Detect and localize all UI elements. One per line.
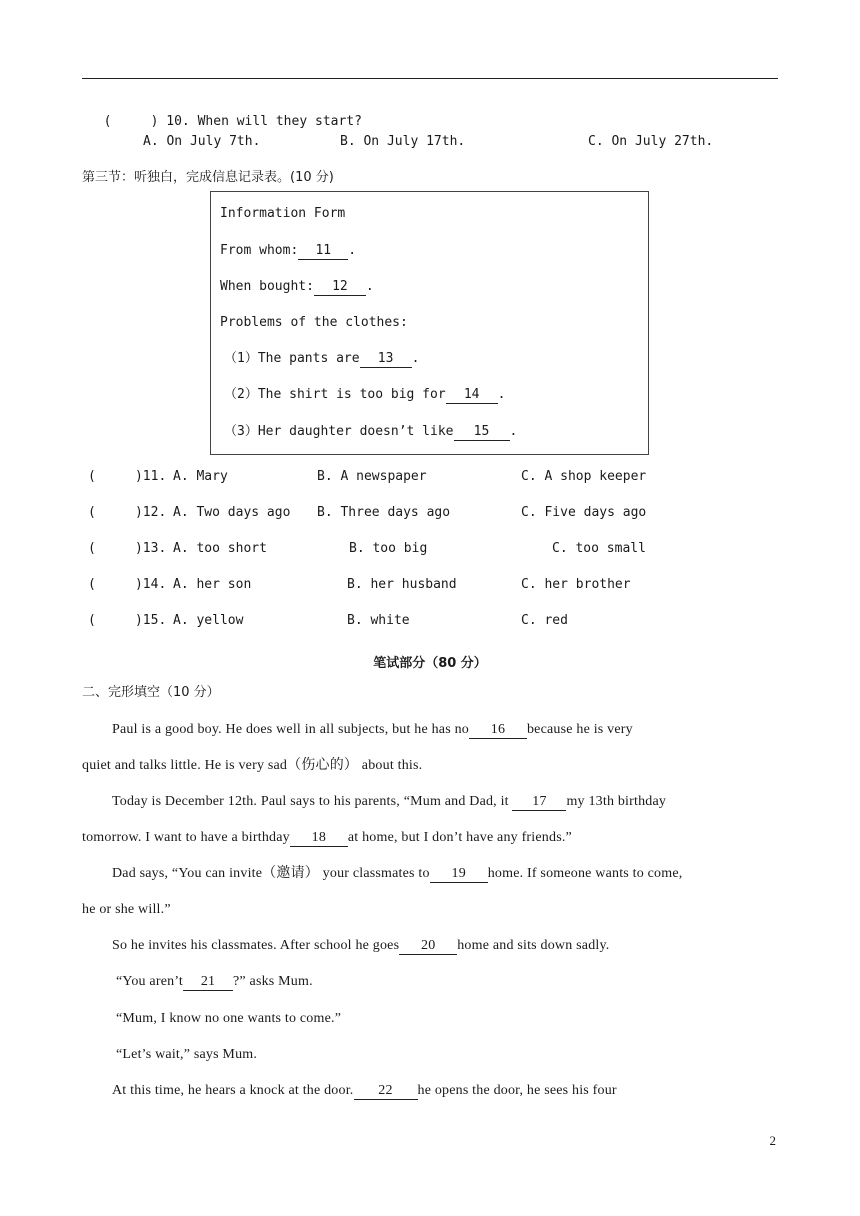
- answer-paren: ( ): [88, 613, 143, 628]
- passage-text: home and sits down sadly.: [457, 938, 610, 953]
- blank-11: 11: [298, 243, 348, 260]
- q10-option-c: C. On July 27th.: [588, 134, 714, 149]
- passage-text: “You aren’t: [116, 974, 184, 989]
- option-row: [88, 469, 166, 485]
- answer-paren: ( ): [103, 114, 159, 129]
- passage-line: [112, 938, 609, 955]
- question-stem: 10. When will they start?: [166, 114, 362, 129]
- blank-12: 12: [314, 279, 366, 296]
- form-when-row: When bought: 12 .: [220, 279, 374, 294]
- cloze-section-heading: 二、完形填空（10 分）: [82, 685, 220, 700]
- q10-option-b: B. On July 17th.: [340, 134, 466, 149]
- section3-heading: 第三节：听独白，完成信息记录表。(10 分): [82, 170, 334, 185]
- option-c: C. too small: [552, 541, 646, 556]
- option-row: [88, 577, 166, 593]
- blank-17: 17: [512, 794, 566, 811]
- blank-21: 21: [183, 974, 233, 991]
- answer-paren: ( ): [88, 505, 143, 520]
- question-number: 13.: [142, 541, 167, 556]
- p3-label: （3）Her daughter doesn’t like: [224, 424, 454, 439]
- blank-16: 16: [469, 722, 527, 739]
- blank-20: 20: [399, 938, 457, 955]
- answer-paren: ( ): [88, 541, 143, 556]
- blank-14: 14: [446, 387, 498, 404]
- blank-19: 19: [430, 866, 488, 883]
- option-a: A. Two days ago: [173, 505, 291, 520]
- form-problem-1: （1）The pants are 13 .: [224, 351, 420, 366]
- option-c: C. red: [521, 613, 568, 628]
- header-rule: [82, 78, 778, 79]
- passage-line: quiet and talks little. He is very sad（伤心的） about this.: [82, 758, 423, 773]
- option-b: B. too big: [349, 541, 428, 556]
- blank-22: 22: [354, 1083, 418, 1100]
- form-title: Information Form: [220, 206, 346, 221]
- passage-line: he or she will.”: [82, 902, 171, 917]
- passage-text: At this time, he hears a knock at the door.: [112, 1083, 354, 1098]
- passage-text: Today is December 12th. Paul says to his parents, “Mum and Dad, it: [112, 794, 513, 809]
- option-a: A. Mary: [173, 469, 228, 484]
- option-c: C. A shop keeper: [521, 469, 647, 484]
- option-b: B. white: [347, 613, 410, 628]
- form-problem-3: （3）Her daughter doesn’t like 15 .: [224, 424, 518, 439]
- question-number: 11.: [142, 469, 167, 484]
- passage-text: So he invites his classmates. After school he goes: [112, 938, 400, 953]
- when-label: When bought:: [220, 279, 314, 294]
- option-b: B. A newspaper: [317, 469, 427, 484]
- written-part-heading: 笔试部分（80 分）: [373, 656, 487, 671]
- passage-line: [116, 974, 313, 991]
- passage-text: Dad says, “You can invite（邀请） your classmates to: [112, 866, 430, 881]
- passage-text: ?” asks Mum.: [233, 974, 313, 989]
- blank-18: 18: [290, 830, 348, 847]
- passage-line: [82, 830, 572, 847]
- question-number: 12.: [142, 505, 167, 520]
- q10-line: [88, 98, 362, 130]
- passage-text: at home, but I don’t have any friends.”: [347, 830, 572, 845]
- passage-text: he opens the door, he sees his four: [417, 1083, 617, 1098]
- option-c: C. her brother: [521, 577, 631, 592]
- question-number: 15.: [142, 613, 167, 628]
- passage-text: because he is very: [526, 722, 633, 737]
- passage-text: my 13th birthday: [566, 794, 667, 809]
- answer-paren: ( ): [88, 469, 143, 484]
- option-a: A. too short: [173, 541, 267, 556]
- question-number: 14.: [142, 577, 167, 592]
- option-a: A. her son: [173, 577, 252, 592]
- passage-line: “Mum, I know no one wants to come.”: [116, 1011, 342, 1026]
- option-a: A. yellow: [173, 613, 244, 628]
- passage-line: [112, 794, 666, 811]
- page-number: 2: [769, 1133, 776, 1148]
- option-b: B. Three days ago: [317, 505, 451, 520]
- passage-line: [112, 722, 633, 739]
- passage-text: tomorrow. I want to have a birthday: [82, 830, 290, 845]
- passage-line: [112, 866, 682, 883]
- form-problem-2: （2）The shirt is too big for 14 .: [224, 387, 506, 402]
- p1-label: （1）The pants are: [224, 351, 360, 366]
- option-c: C. Five days ago: [521, 505, 647, 520]
- option-row: [88, 505, 166, 521]
- answer-paren: ( ): [88, 577, 143, 592]
- option-row: [88, 613, 166, 629]
- option-b: B. her husband: [347, 577, 457, 592]
- q10-option-a: A. On July 7th.: [143, 134, 261, 149]
- passage-line: “Let’s wait,” says Mum.: [116, 1047, 258, 1062]
- form-from-row: From whom: 11 .: [220, 243, 357, 258]
- passage-text: home. If someone wants to come,: [487, 866, 683, 881]
- passage-line: [112, 1083, 617, 1100]
- blank-13: 13: [360, 351, 412, 368]
- passage-text: Paul is a good boy. He does well in all subjects, but he has no: [112, 722, 469, 737]
- from-label: From whom:: [220, 243, 299, 258]
- blank-15: 15: [454, 424, 510, 441]
- option-row: [88, 541, 166, 557]
- p2-label: （2）The shirt is too big for: [224, 387, 446, 402]
- form-problems-label: Problems of the clothes:: [220, 315, 408, 330]
